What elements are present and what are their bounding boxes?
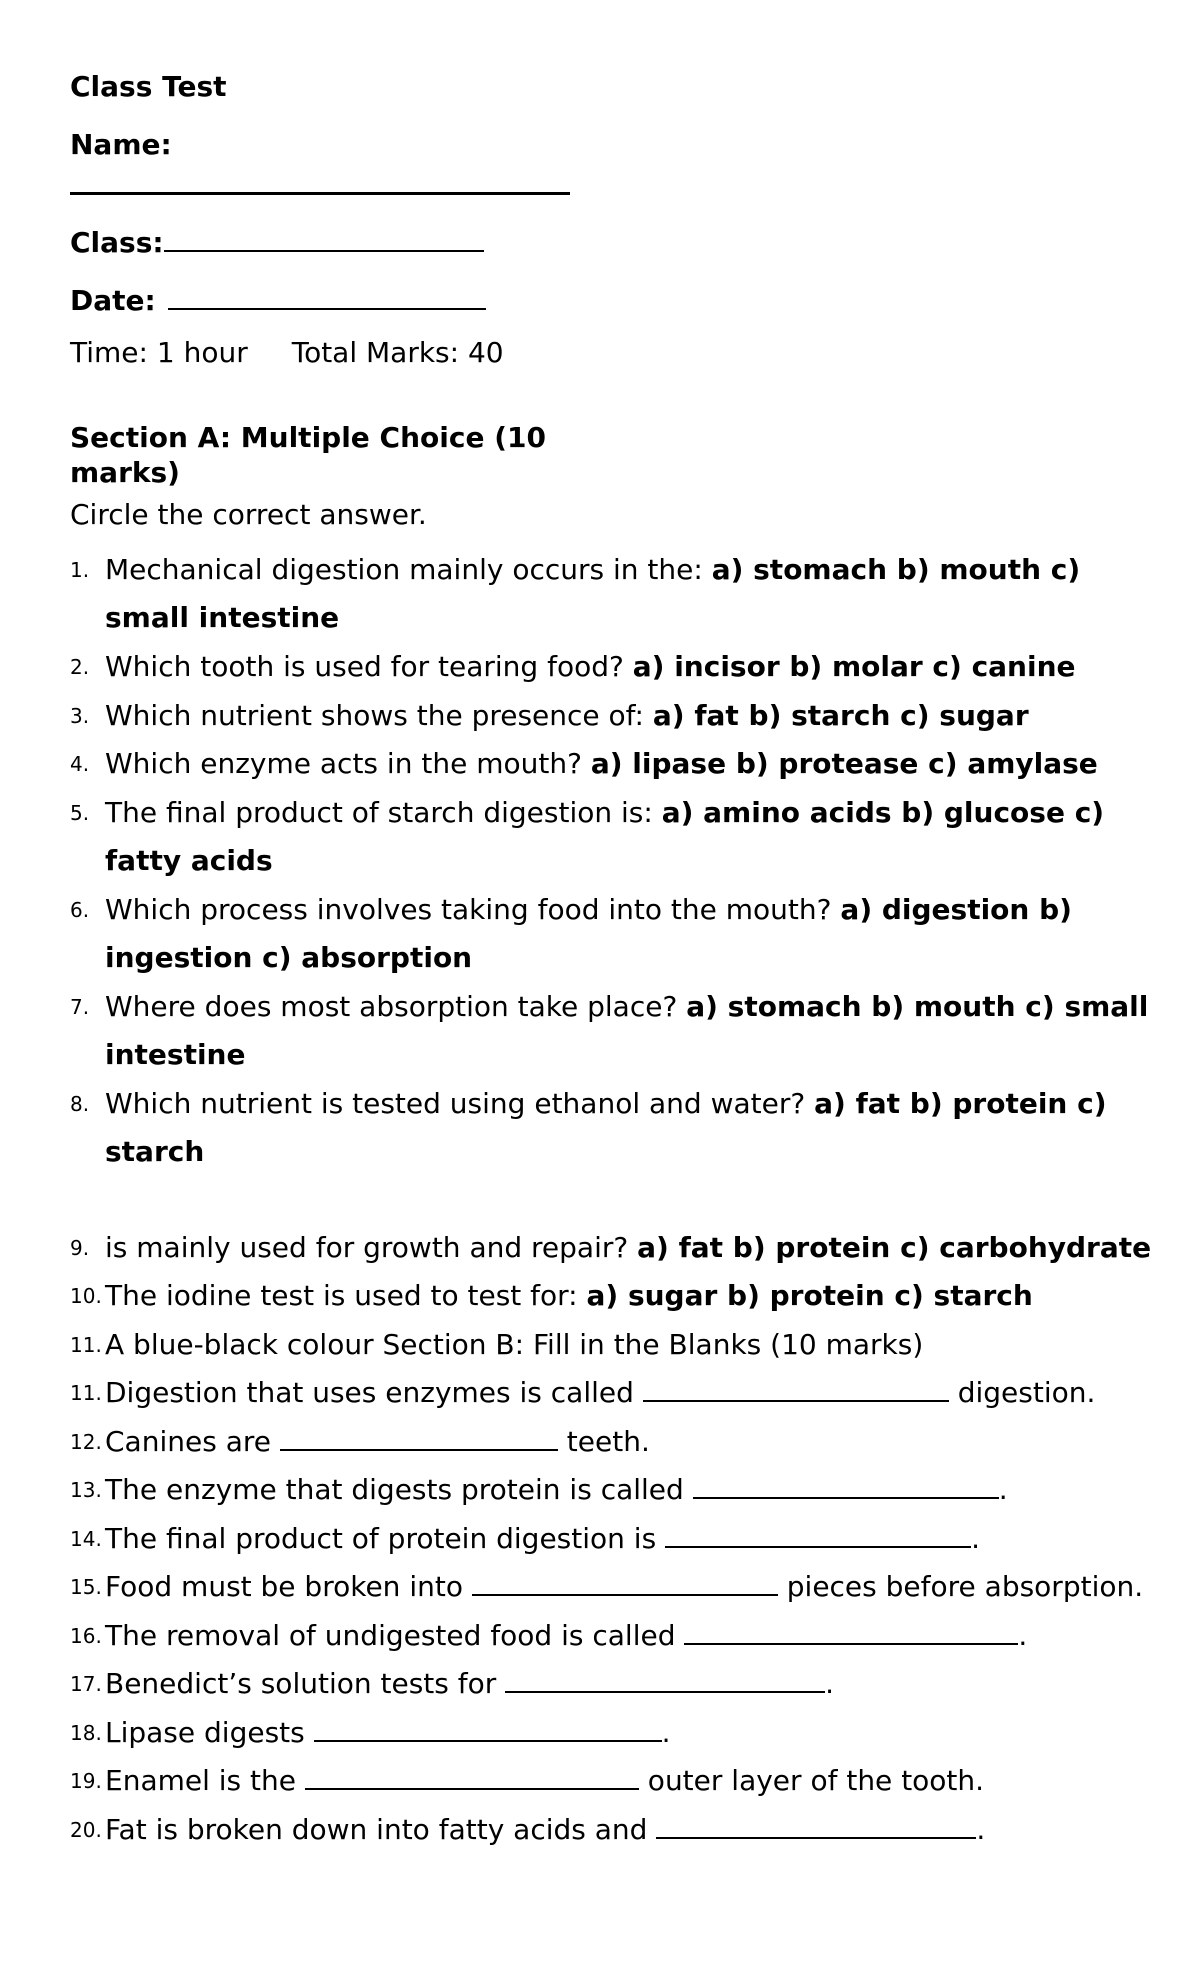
question-number: 15.	[70, 1575, 102, 1599]
section-a-instruction: Circle the correct answer.	[70, 498, 427, 531]
question-text-after: .	[661, 1716, 671, 1749]
blank-question-item	[70, 1709, 1160, 1757]
question-text: Which nutrient shows the presence of:	[105, 699, 653, 732]
question-text-after: .	[976, 1813, 986, 1846]
question-number: 14.	[70, 1527, 102, 1551]
answer-blank[interactable]	[472, 1568, 778, 1596]
question-text: Which enzyme acts in the mouth?	[105, 747, 591, 780]
question-number: 3.	[70, 704, 90, 728]
question-text-before: The final product of protein digestion is	[105, 1522, 666, 1555]
question-options: a) amino acids b) glucose c) fatty acids	[105, 796, 1105, 877]
name-field	[70, 128, 172, 161]
question-number: 11.	[70, 1333, 102, 1357]
answer-blank[interactable]	[280, 1423, 558, 1451]
answer-blank[interactable]	[665, 1520, 971, 1548]
blank-question-item	[70, 1369, 1160, 1417]
question-text-after: .	[1018, 1619, 1028, 1652]
time-text: Time: 1 hour	[70, 336, 248, 369]
question-text-before: Lipase digests	[105, 1716, 314, 1749]
answer-blank[interactable]	[314, 1714, 662, 1742]
blank-question-item	[70, 1660, 1160, 1708]
question-number: 20.	[70, 1818, 102, 1842]
question-item	[70, 643, 1160, 691]
question-number: 1.	[70, 558, 90, 582]
name-blank-line	[70, 192, 570, 195]
question-text: Which tooth is used for tearing food?	[105, 650, 633, 683]
question-text-before: Benedict’s solution tests for	[105, 1667, 506, 1700]
question-text-after: .	[971, 1522, 980, 1555]
question-number: 11.	[70, 1381, 102, 1405]
question-options: a) incisor b) molar c) canine	[632, 650, 1076, 683]
question-text: Mechanical digestion mainly occurs in the:	[105, 553, 712, 586]
blank-question-item	[70, 1466, 1160, 1514]
section-a-title: Section A: Multiple Choice (10 marks)	[70, 421, 546, 489]
question-text-before: Fat is broken down into fatty acids and	[105, 1813, 657, 1846]
blank-question-item	[70, 1806, 1160, 1854]
question-item	[70, 1272, 1160, 1320]
question-number: 9.	[70, 1236, 90, 1260]
question-text-before: Enamel is the	[105, 1764, 305, 1797]
question-number: 2.	[70, 655, 90, 679]
question-options: a) digestion b) ingestion c) absorption	[105, 893, 1072, 974]
question-text: Where does most absorption take place?	[105, 990, 687, 1023]
class-field	[70, 222, 484, 259]
question-number: 7.	[70, 995, 90, 1019]
question-item	[70, 692, 1160, 740]
answer-blank[interactable]	[505, 1665, 825, 1693]
question-number: 12.	[70, 1430, 102, 1454]
total-marks-text: Total Marks: 40	[291, 336, 504, 369]
question-options: a) fat b) protein c) carbohydrate	[637, 1231, 1152, 1264]
question-item	[70, 1080, 1160, 1176]
question-text-before: Canines are	[105, 1425, 280, 1458]
question-options: a) sugar b) protein c) starch	[586, 1279, 1033, 1312]
class-label: Class:	[70, 226, 164, 259]
question-number: 16.	[70, 1624, 102, 1648]
question-item	[70, 886, 1160, 982]
name-label: Name:	[70, 128, 172, 161]
question-item	[70, 546, 1160, 642]
blank-question-item	[70, 1563, 1160, 1611]
question-text-after: outer layer of the tooth.	[638, 1764, 985, 1797]
question-text-after: digestion.	[948, 1376, 1096, 1409]
question-text-before: The removal of undigested food is called	[105, 1619, 685, 1652]
question-options: a) stomach b) mouth c) small intestine	[105, 990, 1149, 1071]
question-options: a) lipase b) protease c) amylase	[590, 747, 1098, 780]
blank-question-item	[70, 1612, 1160, 1660]
question-text-after: pieces before absorption.	[777, 1570, 1144, 1603]
question-text-before: Digestion that uses enzymes is called	[105, 1376, 643, 1409]
blank-question-item	[70, 1418, 1160, 1466]
test-title: Class Test	[70, 70, 227, 103]
question-text-after: .	[825, 1667, 835, 1700]
question-item	[70, 789, 1160, 885]
question-item	[70, 1224, 1160, 1272]
question-options: a) fat b) protein c) starch	[105, 1087, 1107, 1168]
answer-blank[interactable]	[643, 1374, 949, 1402]
question-item	[70, 740, 1160, 788]
question-number: 8.	[70, 1092, 90, 1116]
question-text: The final product of starch digestion is:	[105, 796, 662, 829]
question-text: Which process involves taking food into the mouth?	[105, 893, 841, 926]
answer-blank[interactable]	[656, 1811, 976, 1839]
question-number: 18.	[70, 1721, 102, 1745]
question-number: 19.	[70, 1769, 102, 1793]
question-text-after: teeth.	[557, 1425, 650, 1458]
question-text: The iodine test is used to test for:	[105, 1279, 587, 1312]
question-options: a) stomach b) mouth c) small intestine	[105, 553, 1081, 634]
question-number: 17.	[70, 1672, 102, 1696]
test-meta	[70, 336, 504, 369]
question-number: 10.	[70, 1284, 102, 1308]
class-blank-line	[164, 222, 484, 252]
answer-blank[interactable]	[693, 1471, 999, 1499]
answer-blank[interactable]	[305, 1762, 639, 1790]
question-item	[70, 1321, 1160, 1369]
question-text-before: Food must be broken into	[105, 1570, 472, 1603]
question-number: 6.	[70, 898, 90, 922]
date-label: Date:	[70, 284, 156, 317]
question-number: 4.	[70, 752, 90, 776]
question-text: Which nutrient is tested using ethanol and water?	[105, 1087, 815, 1120]
date-blank-line	[168, 280, 486, 310]
question-number: 13.	[70, 1478, 102, 1502]
question-text-after: .	[998, 1473, 1008, 1506]
question-number: 5.	[70, 801, 90, 825]
question-text-before: The enzyme that digests protein is called	[105, 1473, 693, 1506]
question-text: A blue-black colour Section B: Fill in the Blanks (10 marks)	[105, 1328, 924, 1361]
question-item	[70, 983, 1160, 1079]
blank-question-item	[70, 1757, 1160, 1805]
blank-question-item	[70, 1515, 1160, 1563]
answer-blank[interactable]	[684, 1617, 1018, 1645]
date-field	[70, 280, 486, 317]
question-text: is mainly used for growth and repair?	[105, 1231, 638, 1264]
question-options: a) fat b) starch c) sugar	[652, 699, 1029, 732]
